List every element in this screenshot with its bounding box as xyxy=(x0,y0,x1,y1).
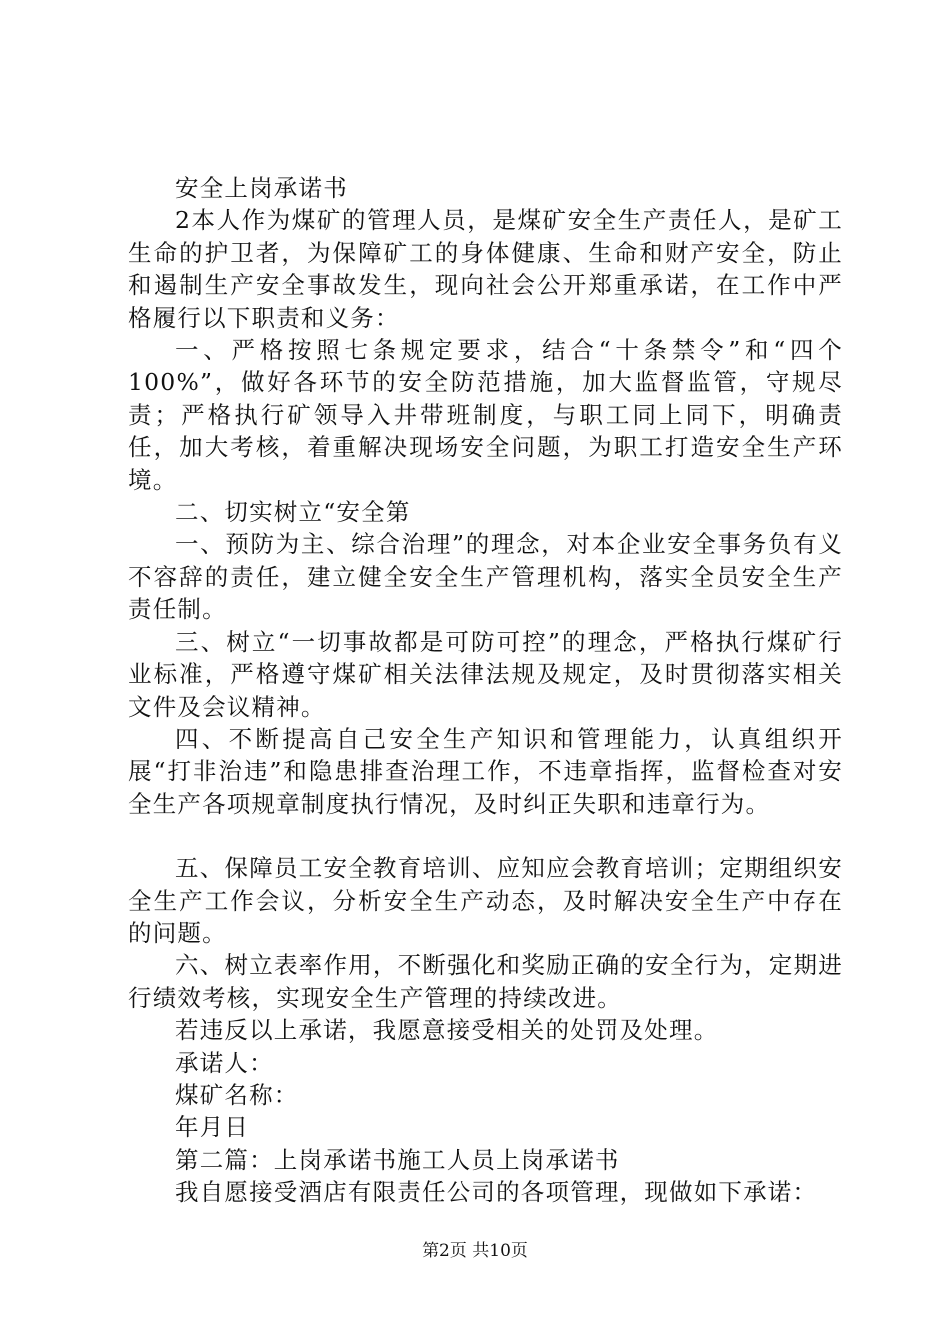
document-body xyxy=(128,172,843,1209)
paragraph-intro: 2本人作为煤矿的管理人员，是煤矿安全生产责任人，是矿工生命的护卫者，为保障矿工的身体健康、生命和财产安全，防止和遏制生产安全事故发生，现向社会公开郑重承诺，在工作中严格履行以下职责和义务： xyxy=(128,206,843,332)
paragraph-item-2: 二、切实树立“安全第 xyxy=(175,498,411,527)
signature-date: 年月日 xyxy=(175,1113,250,1142)
paragraph-item-5: 五、保障员工安全教育培训、应知应会教育培训；定期组织安全生产工作会议，分析安全生产动态，及时解决安全生产中存在的问题。 xyxy=(128,854,843,947)
paragraph-part-two-intro: 我自愿接受酒店有限责任公司的各项管理，现做如下承诺： xyxy=(175,1178,818,1207)
paragraph-pledge: 若违反以上承诺，我愿意接受相关的处罚及处理。 xyxy=(175,1016,719,1045)
paragraph-item-3: 三、树立“一切事故都是可防可控”的理念，严格执行煤矿行业标准，严格遵守煤矿相关法律法规及规定，及时贯彻落实相关文件及会议精神。 xyxy=(128,627,843,721)
paragraph-item-1: 一、严格按照七条规定要求，结合“十条禁令”和“四个100%”，做好各环节的安全防范措施，加大监督监管，守规尽责；严格执行矿领导入井带班制度，与职工同上同下，明确责任，加大考核，着重解决现场安全问题，为职工打造安全生产环境。 xyxy=(128,336,843,494)
page-number: 第2页 共10页 xyxy=(422,1241,528,1261)
section-heading-part-two: 第二篇：上岗承诺书施工人员上岗承诺书 xyxy=(175,1145,620,1174)
signature-pledger: 承诺人： xyxy=(175,1048,274,1077)
paragraph-item-6: 六、树立表率作用，不断强化和奖励正确的安全行为，定期进行绩效考核，实现安全生产管理的持续改进。 xyxy=(128,951,843,1012)
signature-mine-name: 煤矿名称： xyxy=(175,1080,299,1109)
paragraph-item-2-cont: 一、预防为主、综合治理”的理念，对本企业安全事务负有义不容辞的责任，建立健全安全生产管理机构，落实全员安全生产责任制。 xyxy=(128,530,843,624)
paragraph-item-4: 四、不断提高自己安全生产知识和管理能力，认真组织开展“打非治违”和隐患排查治理工作，不违章指挥，监督检查对安全生产各项规章制度执行情况，及时纠正失职和违章行为。 xyxy=(128,724,843,818)
document-title: 安全上岗承诺书 xyxy=(175,174,348,202)
